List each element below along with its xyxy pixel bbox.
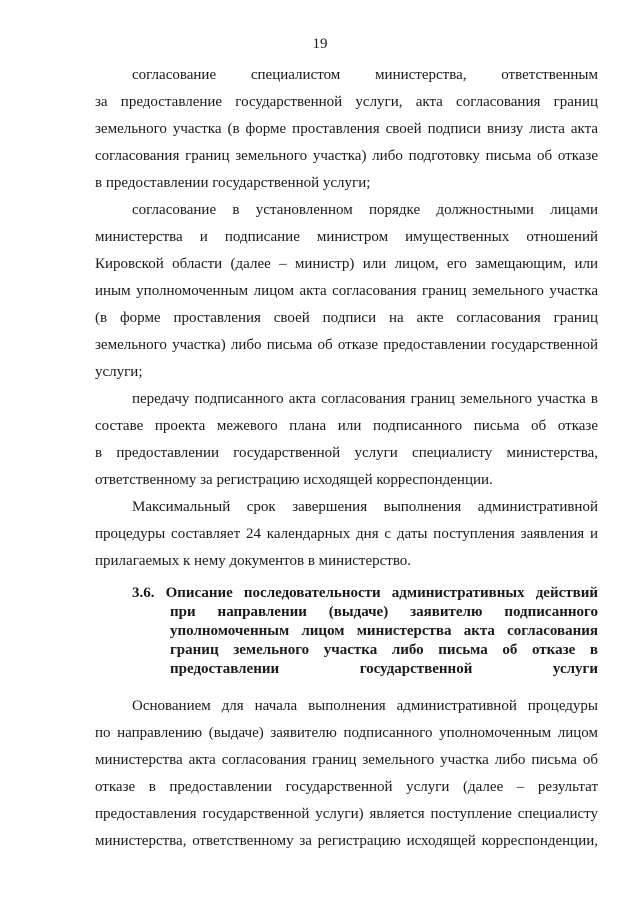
text-line: земельного участка) либо письма об отказе предоставлении государственной	[95, 337, 598, 353]
text-line: Максимальный срок завершения выполнения административной	[132, 499, 598, 515]
page-number: 19	[312, 36, 328, 52]
section-heading-line: предоставлении государственной услуги	[170, 661, 598, 677]
text-line: предоставления государственной услуги) является поступление специалисту	[95, 806, 598, 822]
text-line: ответственному за регистрацию исходящей корреспонденции.	[95, 472, 493, 488]
text-line: за предоставление государственной услуги, акта согласования границ	[95, 94, 598, 110]
text-line: (в форме проставления своей подписи на акте согласования границ	[95, 310, 598, 326]
text-line: министерства и подписание министром имущественных отношений	[95, 229, 598, 245]
text-line: прилагаемых к нему документов в министерство.	[95, 553, 412, 569]
text-line: составе проекта межевого плана или подписанного письма об отказе	[95, 418, 598, 434]
text-line: земельного участка (в форме проставления своей подписи внизу листа акта	[95, 121, 598, 137]
text-line: передачу подписанного акта согласования границ земельного участка в	[132, 391, 598, 407]
text-line: отказе в предоставлении государственной услуги (далее – результат	[95, 779, 598, 795]
text-line: иным уполномоченным лицом акта согласования границ земельного участка	[95, 283, 598, 299]
text-line: процедуры составляет 24 календарных дня с даты поступления заявления и	[95, 526, 598, 542]
section-heading-line: уполномоченным лицом министерства акта согласования	[170, 623, 598, 639]
text-line: услуги;	[95, 364, 143, 380]
text-line: по направлению (выдаче) заявителю подписанного уполномоченным лицом	[95, 725, 598, 741]
text-line: министерства акта согласования границ земельного участка либо письма об	[95, 752, 598, 768]
section-heading-line: 3.6. Описание последовательности административных действий	[132, 585, 598, 601]
text-line: Основанием для начала выполнения административной процедуры	[132, 698, 598, 714]
section-heading-line: при направлении (выдаче) заявителю подписанного	[170, 604, 598, 620]
text-line: министерства, ответственному за регистрацию исходящей корреспонденции,	[95, 833, 598, 849]
text-line: в предоставлении государственной услуги специалисту министерства,	[95, 445, 598, 461]
text-line: согласование специалистом министерства, ответственным	[132, 67, 598, 83]
text-line: в предоставлении государственной услуги;	[95, 175, 371, 191]
section-heading-line: границ земельного участка либо письма об отказе в	[170, 642, 598, 658]
text-line: согласование в установленном порядке должностными лицами	[132, 202, 598, 218]
text-line: согласования границ земельного участка) либо подготовку письма об отказе	[95, 148, 598, 164]
text-line: Кировской области (далее – министр) или лицом, его замещающим, или	[95, 256, 598, 272]
